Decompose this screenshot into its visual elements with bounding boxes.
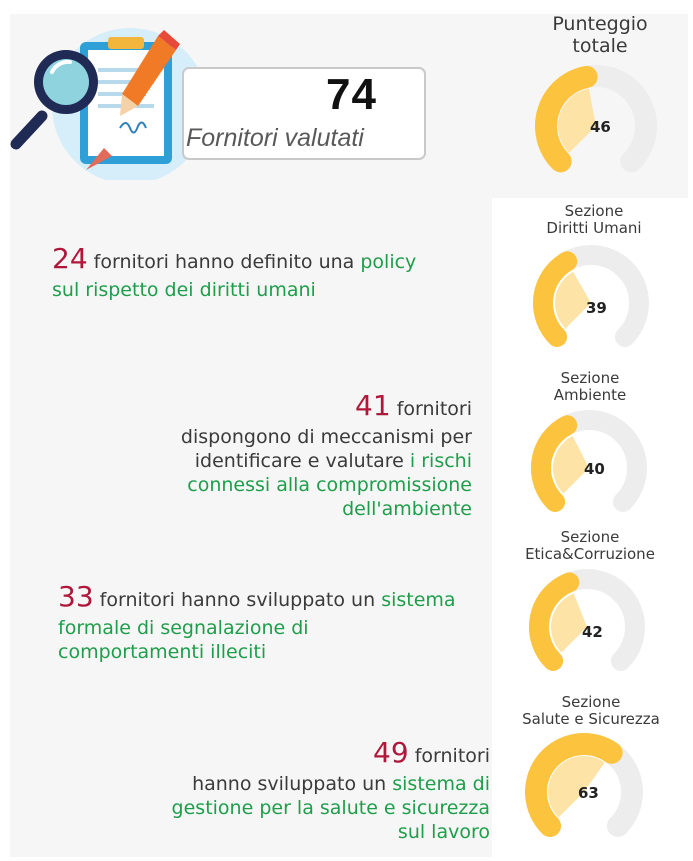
statement-environment-line2: dispongono di meccanismi per xyxy=(180,426,472,448)
supplier-count-label: Fornitori valutati xyxy=(186,124,364,152)
supplier-count-number: 74 xyxy=(326,70,377,119)
statement-human-rights-highlight-line2: sul rispetto dei diritti umani xyxy=(52,279,316,301)
section-ethics-title xyxy=(492,529,688,564)
statement-environment xyxy=(120,390,472,521)
total-score-title-line2: totale xyxy=(572,34,628,57)
statement-environment-highlight: i rischi xyxy=(409,450,472,472)
section-health-safety-title-line1: Sezione xyxy=(561,693,621,711)
statement-human-rights-highlight: policy xyxy=(360,251,417,273)
total-score-title xyxy=(520,14,680,58)
statement-ethics-number: 33 xyxy=(58,580,94,613)
statement-environment-highlight-line2: connessi alla compromissione xyxy=(187,474,472,496)
statement-health-safety-line2: hanno sviluppato un xyxy=(192,773,393,795)
section-health-safety-title-line2: Salute e Sicurezza xyxy=(522,710,660,729)
section-ethics-value: 42 xyxy=(582,623,603,641)
statement-environment-text: fornitori xyxy=(390,398,472,420)
section-human-rights-title-line1: Sezione xyxy=(564,202,624,220)
section-environment-title-line1: Sezione xyxy=(560,369,620,387)
statement-human-rights-number: 24 xyxy=(52,242,88,275)
statement-ethics-highlight-line2: formale di segnalazione di xyxy=(58,617,309,639)
statement-health-safety-highlight-line2: gestione per la salute e sicurezza xyxy=(171,797,490,819)
section-health-safety-value: 63 xyxy=(578,784,599,802)
total-score-value: 46 xyxy=(590,118,611,136)
statement-ethics xyxy=(58,581,456,664)
statement-health-safety-number: 49 xyxy=(373,736,409,769)
statement-health-safety-highlight-line3: sul lavoro xyxy=(397,821,490,843)
statement-human-rights xyxy=(52,243,416,302)
section-health-safety-title xyxy=(498,694,684,729)
section-human-rights-title-line2: Diritti Umani xyxy=(546,219,642,238)
section-environment-value: 40 xyxy=(584,460,605,478)
section-environment-title xyxy=(500,370,680,405)
section-human-rights-title xyxy=(500,203,688,238)
section-ethics-title-line1: Sezione xyxy=(560,528,620,546)
statement-health-safety-highlight: sistema di xyxy=(392,773,490,795)
section-human-rights-value: 39 xyxy=(586,299,607,317)
statement-human-rights-text: fornitori hanno definito una xyxy=(87,251,361,273)
statement-health-safety xyxy=(120,737,490,844)
total-score-title-line1: Punteggio xyxy=(552,13,648,35)
statement-environment-line3: identificare e valutare xyxy=(194,450,410,472)
section-environment-title-line2: Ambiente xyxy=(553,386,627,405)
statement-ethics-text: fornitori hanno sviluppato un xyxy=(93,589,382,611)
section-ethics-title-line2: Etica&Corruzione xyxy=(525,545,655,564)
statement-ethics-highlight-line3: comportamenti illeciti xyxy=(58,641,267,663)
statement-environment-number: 41 xyxy=(355,389,391,422)
statement-ethics-highlight: sistema xyxy=(381,589,456,611)
statement-environment-highlight-line3: dell'ambiente xyxy=(342,498,472,520)
statement-health-safety-text: fornitori xyxy=(408,745,490,767)
